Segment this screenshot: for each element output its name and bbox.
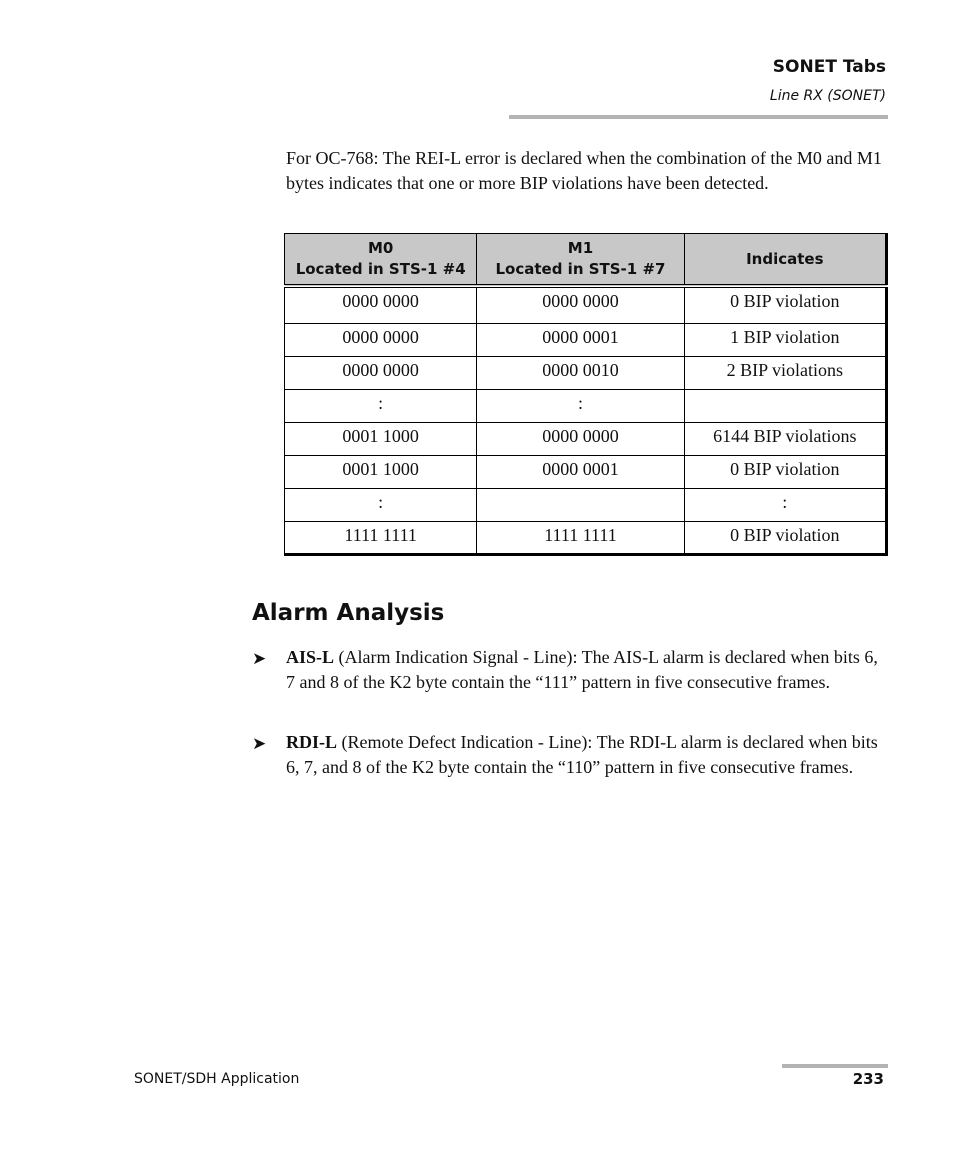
header-rule bbox=[509, 115, 888, 119]
header-indicates: Indicates bbox=[684, 234, 886, 287]
table-row bbox=[285, 323, 887, 356]
cell-m0: 0001 1000 bbox=[285, 422, 477, 455]
cell-m0: 0000 0000 bbox=[285, 356, 477, 389]
table-row bbox=[285, 356, 887, 389]
header-title: SONET Tabs bbox=[772, 57, 886, 77]
header-subtitle: Line RX (SONET) bbox=[769, 88, 886, 104]
bullet-term: AIS-L bbox=[286, 647, 335, 667]
cell-m1: : bbox=[477, 389, 684, 422]
header-m0-line1: M0 bbox=[367, 239, 394, 257]
table-row bbox=[285, 455, 887, 488]
cell-indicates: 6144 BIP violations bbox=[684, 422, 886, 455]
header-m0 bbox=[285, 234, 477, 287]
cell-m1: 0000 0001 bbox=[477, 455, 684, 488]
cell-indicates: 0 BIP violation bbox=[684, 455, 886, 488]
footer-doc-title: SONET/SDH Application bbox=[134, 1071, 300, 1087]
cell-m0: : bbox=[285, 488, 477, 521]
cell-m0: 0000 0000 bbox=[285, 286, 477, 323]
cell-m1: 0000 0010 bbox=[477, 356, 684, 389]
footer-rule bbox=[782, 1064, 888, 1068]
header-m1-line2: Located in STS-1 #7 bbox=[495, 260, 666, 278]
page-number: 233 bbox=[852, 1070, 884, 1088]
cell-indicates: 2 BIP violations bbox=[684, 356, 886, 389]
cell-indicates bbox=[684, 389, 886, 422]
cell-m1: 0000 0000 bbox=[477, 422, 684, 455]
cell-m1: 1111 1111 bbox=[477, 521, 684, 554]
table-row bbox=[285, 389, 887, 422]
table-row bbox=[285, 422, 887, 455]
cell-m0: 0000 0000 bbox=[285, 323, 477, 356]
cell-m0: 1111 1111 bbox=[285, 521, 477, 554]
cell-indicates: 0 BIP violation bbox=[684, 286, 886, 323]
cell-indicates: 0 BIP violation bbox=[684, 521, 886, 554]
bullet-term: RDI-L bbox=[286, 732, 338, 752]
intro-paragraph: For OC-768: The REI-L error is declared when the combination of the M0 and M1 bytes indicates that one or more BIP violations have been detected. bbox=[286, 148, 882, 193]
header-m1-line1: M1 bbox=[567, 239, 594, 257]
cell-m1 bbox=[477, 488, 684, 521]
bullet-description: (Alarm Indication Signal - Line): The AIS-L alarm is declared when bits 6, 7 and 8 of the K2 byte contain the “111” pattern in five consecutive frames. bbox=[286, 647, 878, 692]
cell-indicates: 1 BIP violation bbox=[684, 323, 886, 356]
header-m0-line2: Located in STS-1 #4 bbox=[295, 260, 466, 278]
table-row bbox=[285, 488, 887, 521]
bullet-text bbox=[286, 730, 881, 780]
header-m1 bbox=[477, 234, 684, 287]
bip-table bbox=[284, 233, 888, 556]
table-row bbox=[285, 521, 887, 554]
bullet-arrow-icon: ➤ bbox=[252, 734, 267, 753]
table-row bbox=[285, 286, 887, 323]
bullet-text bbox=[286, 645, 881, 695]
bullet-description: (Remote Defect Indication - Line): The RDI-L alarm is declared when bits 6, 7, and 8 of the K2 byte contain the “110” pattern in five consecutive frames. bbox=[286, 732, 878, 777]
cell-m0: : bbox=[285, 389, 477, 422]
cell-m0: 0001 1000 bbox=[285, 455, 477, 488]
section-title: Alarm Analysis bbox=[252, 600, 445, 626]
cell-m1: 0000 0000 bbox=[477, 286, 684, 323]
table-header-row bbox=[285, 234, 887, 287]
cell-indicates: : bbox=[684, 488, 886, 521]
bullet-arrow-icon: ➤ bbox=[252, 649, 267, 668]
cell-m1: 0000 0001 bbox=[477, 323, 684, 356]
